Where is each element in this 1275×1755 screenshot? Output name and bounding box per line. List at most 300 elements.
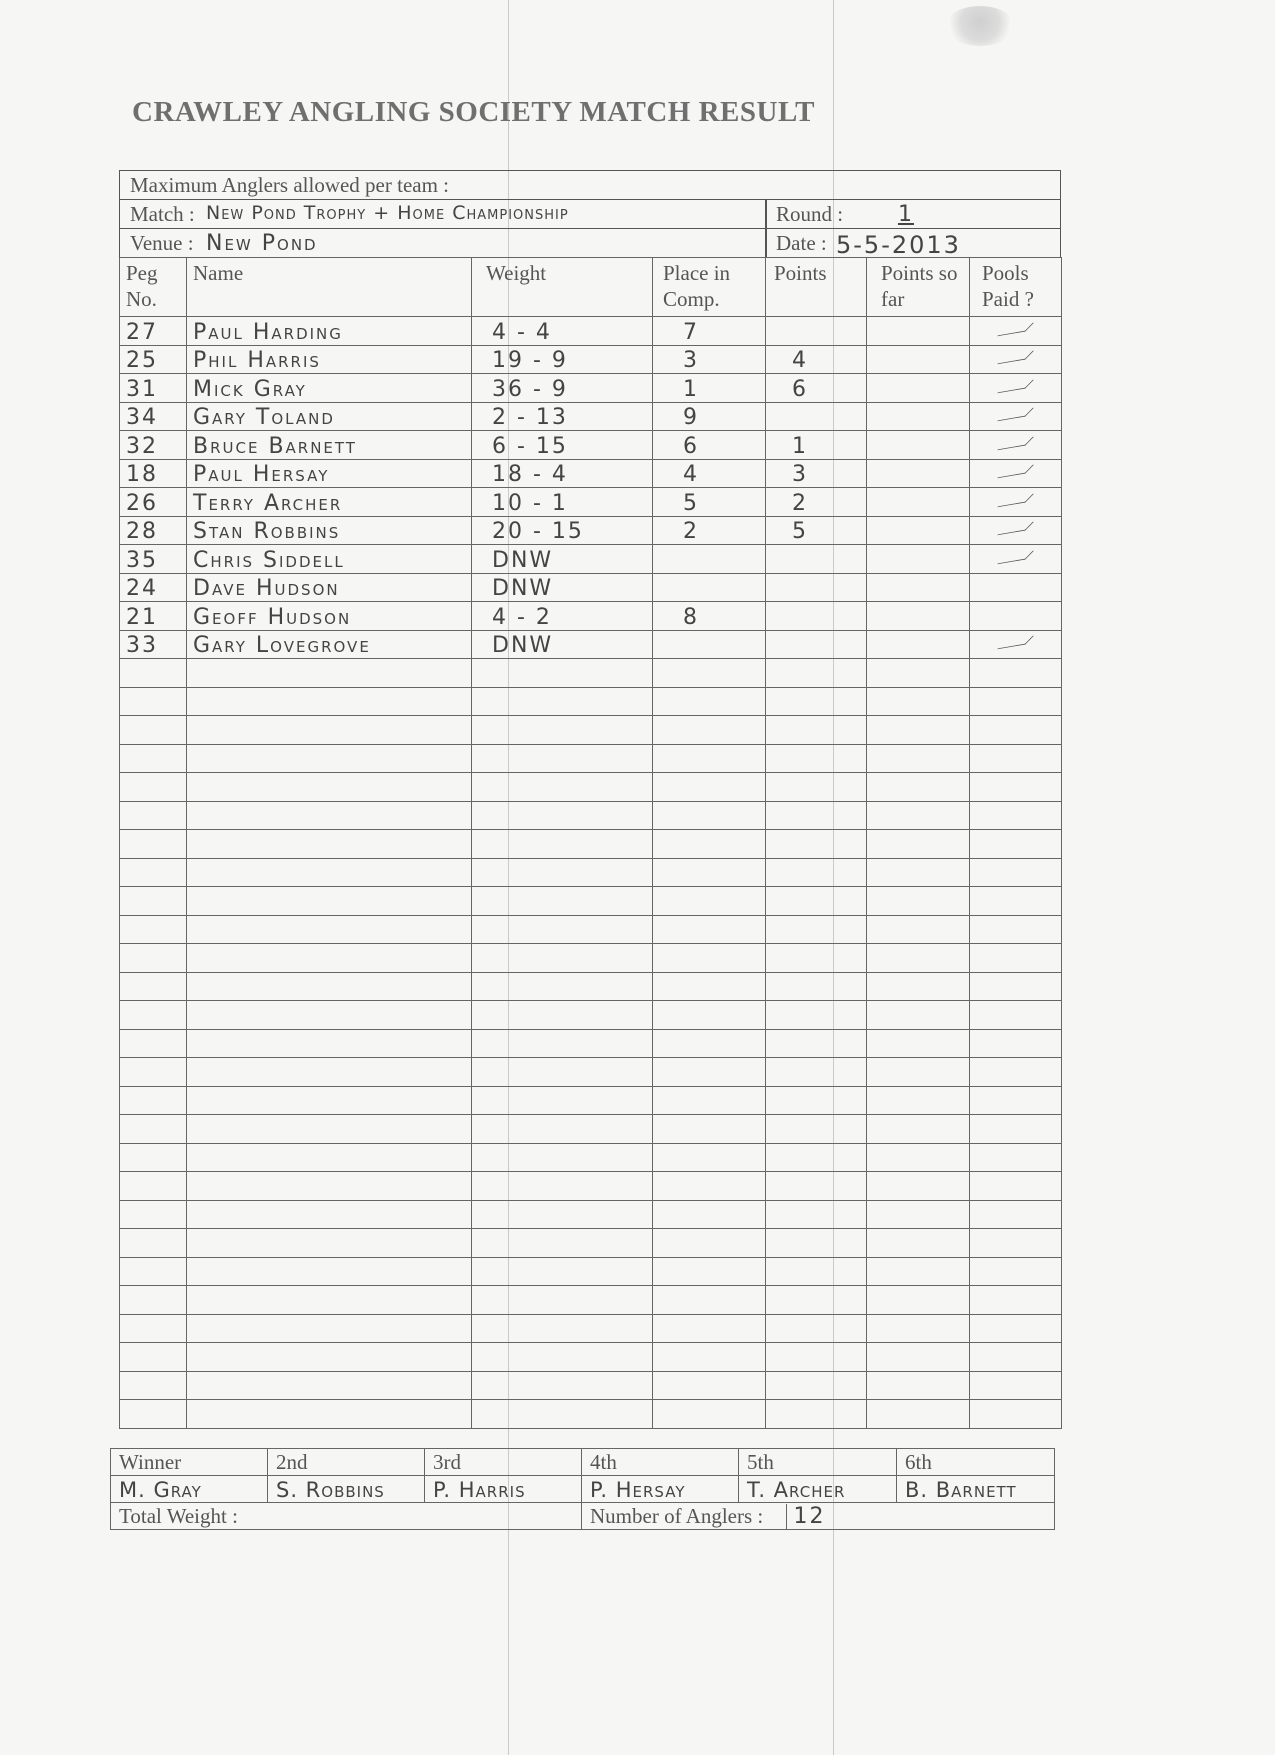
empty-row	[120, 687, 1062, 716]
empty-row	[120, 1314, 1062, 1343]
empty-cell	[472, 687, 653, 716]
cell-name: Terry Archer	[187, 488, 472, 517]
empty-cell	[970, 773, 1062, 802]
empty-cell	[766, 1143, 867, 1172]
empty-cell	[653, 1371, 766, 1400]
checkmark-icon	[997, 636, 1034, 650]
cell-points	[766, 545, 867, 574]
cell-place: 9	[653, 402, 766, 431]
date-value: 5-5-2013	[836, 231, 961, 259]
empty-cell	[653, 1229, 766, 1258]
empty-cell	[120, 1172, 187, 1201]
empty-cell	[120, 659, 187, 688]
round-label: Round :	[776, 202, 844, 226]
empty-cell	[867, 915, 970, 944]
empty-cell	[653, 1286, 766, 1315]
empty-cell	[653, 915, 766, 944]
cell-peg: 18	[120, 459, 187, 488]
cell-pools-paid	[970, 602, 1062, 631]
empty-cell	[187, 1200, 472, 1229]
empty-cell	[867, 1286, 970, 1315]
empty-cell	[653, 887, 766, 916]
cell-place	[653, 630, 766, 659]
checkmark-icon	[997, 550, 1034, 564]
empty-cell	[120, 1343, 187, 1372]
cell-name: Stan Robbins	[187, 516, 472, 545]
col-points-so-far-header: Points so far	[867, 258, 970, 317]
empty-cell	[970, 1029, 1062, 1058]
venue-value: New Pond	[206, 231, 318, 256]
empty-cell	[120, 687, 187, 716]
cell-place: 4	[653, 459, 766, 488]
sixth-value: B. Barnett	[897, 1476, 1055, 1503]
empty-cell	[472, 1200, 653, 1229]
empty-cell	[653, 1172, 766, 1201]
cell-place	[653, 545, 766, 574]
empty-cell	[472, 1257, 653, 1286]
empty-cell	[187, 1286, 472, 1315]
empty-cell	[766, 830, 867, 859]
empty-row	[120, 1257, 1062, 1286]
empty-cell	[472, 1001, 653, 1030]
cell-pools-paid	[970, 317, 1062, 346]
cell-name: Bruce Barnett	[187, 431, 472, 460]
table-row	[120, 317, 1062, 346]
cell-place: 5	[653, 488, 766, 517]
table-row	[120, 516, 1062, 545]
empty-cell	[867, 1371, 970, 1400]
checkmark-icon	[997, 465, 1034, 479]
table-row	[120, 602, 1062, 631]
empty-cell	[766, 744, 867, 773]
empty-cell	[970, 1229, 1062, 1258]
cell-pools-paid	[970, 402, 1062, 431]
empty-cell	[472, 1314, 653, 1343]
page-title: CRAWLEY ANGLING SOCIETY MATCH RESULT	[132, 96, 815, 128]
max-anglers-label: Maximum Anglers allowed per team :	[130, 173, 450, 197]
empty-cell	[187, 972, 472, 1001]
fourth-value: P. Hersay	[582, 1476, 739, 1503]
empty-cell	[120, 744, 187, 773]
empty-cell	[970, 858, 1062, 887]
empty-cell	[970, 1058, 1062, 1087]
empty-cell	[653, 801, 766, 830]
empty-row	[120, 858, 1062, 887]
empty-cell	[120, 858, 187, 887]
empty-cell	[970, 915, 1062, 944]
empty-row	[120, 830, 1062, 859]
cell-points-so-far	[867, 488, 970, 517]
empty-cell	[970, 1172, 1062, 1201]
empty-cell	[867, 716, 970, 745]
empty-cell	[867, 1257, 970, 1286]
cell-weight: 19 - 9	[472, 345, 653, 374]
col-points-header: Points	[766, 258, 867, 317]
cell-name: Gary Lovegrove	[187, 630, 472, 659]
cell-pools-paid	[970, 345, 1062, 374]
empty-cell	[120, 1143, 187, 1172]
cell-points-so-far	[867, 630, 970, 659]
cell-peg: 31	[120, 374, 187, 403]
empty-cell	[766, 1086, 867, 1115]
empty-cell	[120, 1314, 187, 1343]
empty-cell	[120, 1200, 187, 1229]
table-row	[120, 459, 1062, 488]
cell-pools-paid	[970, 573, 1062, 602]
empty-cell	[653, 830, 766, 859]
empty-cell	[867, 1229, 970, 1258]
total-weight-cell	[111, 1503, 582, 1530]
cell-points-so-far	[867, 602, 970, 631]
cell-points-so-far	[867, 459, 970, 488]
num-anglers-cell	[582, 1503, 1055, 1530]
cell-pools-paid	[970, 431, 1062, 460]
cell-points	[766, 602, 867, 631]
empty-cell	[472, 1286, 653, 1315]
divider	[765, 229, 767, 257]
cell-points	[766, 402, 867, 431]
empty-cell	[867, 1001, 970, 1030]
empty-row	[120, 1229, 1062, 1258]
empty-row	[120, 1400, 1062, 1429]
cell-pools-paid	[970, 459, 1062, 488]
empty-cell	[867, 1115, 970, 1144]
cell-weight: 10 - 1	[472, 488, 653, 517]
empty-cell	[187, 1115, 472, 1144]
sixth-label: 6th	[897, 1449, 1055, 1476]
empty-cell	[766, 1343, 867, 1372]
fifth-label: 5th	[739, 1449, 897, 1476]
col-peg-header: Peg No.	[120, 258, 187, 317]
cell-peg: 24	[120, 573, 187, 602]
empty-cell	[653, 1058, 766, 1087]
cell-pools-paid	[970, 374, 1062, 403]
empty-cell	[766, 887, 867, 916]
match-label: Match :	[130, 202, 195, 226]
checkmark-icon	[997, 322, 1034, 336]
empty-cell	[472, 915, 653, 944]
empty-row	[120, 744, 1062, 773]
empty-row	[120, 716, 1062, 745]
empty-cell	[970, 972, 1062, 1001]
empty-cell	[187, 801, 472, 830]
empty-row	[120, 1001, 1062, 1030]
cell-name: Geoff Hudson	[187, 602, 472, 631]
empty-cell	[970, 1115, 1062, 1144]
cell-points: 5	[766, 516, 867, 545]
table-row	[120, 345, 1062, 374]
empty-cell	[653, 1001, 766, 1030]
cell-weight: DNW	[472, 573, 653, 602]
empty-cell	[187, 1229, 472, 1258]
empty-cell	[867, 659, 970, 688]
empty-cell	[120, 1400, 187, 1429]
empty-cell	[472, 1115, 653, 1144]
checkmark-icon	[997, 351, 1034, 365]
checkmark-icon	[997, 379, 1034, 393]
venue-label: Venue :	[130, 231, 194, 255]
cell-peg: 28	[120, 516, 187, 545]
empty-cell	[766, 1400, 867, 1429]
empty-cell	[970, 1257, 1062, 1286]
empty-cell	[867, 1029, 970, 1058]
empty-cell	[472, 716, 653, 745]
cell-weight: 20 - 15	[472, 516, 653, 545]
empty-cell	[120, 1229, 187, 1258]
empty-row	[120, 1086, 1062, 1115]
cell-pools-paid	[970, 488, 1062, 517]
empty-cell	[867, 801, 970, 830]
cell-peg: 35	[120, 545, 187, 574]
cell-points-so-far	[867, 545, 970, 574]
empty-cell	[187, 1086, 472, 1115]
cell-name: Mick Gray	[187, 374, 472, 403]
empty-cell	[472, 801, 653, 830]
empty-cell	[120, 1001, 187, 1030]
empty-cell	[187, 944, 472, 973]
empty-cell	[766, 972, 867, 1001]
empty-cell	[766, 801, 867, 830]
empty-cell	[472, 659, 653, 688]
second-value: S. Robbins	[268, 1476, 425, 1503]
num-anglers-label: Number of Anglers :	[590, 1504, 764, 1528]
empty-cell	[472, 972, 653, 1001]
empty-cell	[766, 858, 867, 887]
empty-cell	[867, 1172, 970, 1201]
empty-cell	[653, 716, 766, 745]
cell-place: 7	[653, 317, 766, 346]
cell-pools-paid	[970, 516, 1062, 545]
empty-row	[120, 1058, 1062, 1087]
col-place-header: Place in Comp.	[653, 258, 766, 317]
empty-cell	[187, 1172, 472, 1201]
cell-points-so-far	[867, 573, 970, 602]
winner-value: M. Gray	[111, 1476, 268, 1503]
empty-row	[120, 1343, 1062, 1372]
winner-label: Winner	[111, 1449, 268, 1476]
match-result-sheet	[119, 170, 1061, 1429]
empty-row	[120, 1115, 1062, 1144]
empty-row	[120, 1172, 1062, 1201]
empty-cell	[970, 1086, 1062, 1115]
max-anglers-row	[119, 170, 1061, 199]
total-weight-label: Total Weight :	[119, 1504, 238, 1528]
table-row	[120, 573, 1062, 602]
empty-cell	[120, 716, 187, 745]
empty-cell	[867, 830, 970, 859]
checkmark-icon	[997, 436, 1034, 450]
cell-name: Dave Hudson	[187, 573, 472, 602]
cell-name: Phil Harris	[187, 345, 472, 374]
empty-cell	[653, 1086, 766, 1115]
empty-cell	[120, 1086, 187, 1115]
empty-cell	[120, 801, 187, 830]
empty-cell	[766, 1029, 867, 1058]
table-row	[120, 431, 1062, 460]
empty-cell	[766, 944, 867, 973]
empty-cell	[472, 1172, 653, 1201]
empty-cell	[970, 659, 1062, 688]
empty-cell	[867, 887, 970, 916]
num-anglers-value: 12	[786, 1504, 825, 1529]
empty-cell	[472, 744, 653, 773]
empty-row	[120, 1029, 1062, 1058]
empty-cell	[187, 1058, 472, 1087]
empty-cell	[653, 1143, 766, 1172]
cell-points: 4	[766, 345, 867, 374]
empty-cell	[187, 887, 472, 916]
empty-cell	[472, 1086, 653, 1115]
empty-cell	[653, 744, 766, 773]
cell-weight: 4 - 2	[472, 602, 653, 631]
empty-cell	[970, 1001, 1062, 1030]
empty-cell	[472, 944, 653, 973]
empty-cell	[120, 1058, 187, 1087]
empty-cell	[120, 915, 187, 944]
empty-row	[120, 972, 1062, 1001]
empty-cell	[653, 687, 766, 716]
empty-cell	[187, 687, 472, 716]
cell-place: 8	[653, 602, 766, 631]
divider	[765, 200, 767, 228]
empty-cell	[653, 773, 766, 802]
empty-cell	[187, 1343, 472, 1372]
empty-cell	[653, 1400, 766, 1429]
placings-summary	[110, 1448, 1055, 1530]
cell-peg: 26	[120, 488, 187, 517]
empty-cell	[867, 1086, 970, 1115]
cell-weight: 2 - 13	[472, 402, 653, 431]
empty-cell	[472, 1229, 653, 1258]
empty-cell	[970, 801, 1062, 830]
empty-cell	[867, 744, 970, 773]
cell-peg: 34	[120, 402, 187, 431]
empty-cell	[970, 830, 1062, 859]
empty-cell	[867, 1058, 970, 1087]
cell-peg: 21	[120, 602, 187, 631]
empty-cell	[970, 1200, 1062, 1229]
empty-row	[120, 1200, 1062, 1229]
empty-cell	[766, 1172, 867, 1201]
cell-place: 2	[653, 516, 766, 545]
empty-cell	[653, 1314, 766, 1343]
empty-cell	[653, 1343, 766, 1372]
empty-cell	[472, 1029, 653, 1058]
empty-cell	[970, 1286, 1062, 1315]
empty-cell	[187, 1371, 472, 1400]
col-weight-header: Weight	[472, 258, 653, 317]
cell-name: Paul Hersay	[187, 459, 472, 488]
col-name-header: Name	[187, 258, 472, 317]
empty-cell	[766, 1371, 867, 1400]
cell-weight: DNW	[472, 630, 653, 659]
empty-cell	[187, 1143, 472, 1172]
cell-weight: 36 - 9	[472, 374, 653, 403]
cell-weight: 4 - 4	[472, 317, 653, 346]
empty-cell	[187, 659, 472, 688]
empty-cell	[472, 830, 653, 859]
empty-cell	[187, 1314, 472, 1343]
third-label: 3rd	[425, 1449, 582, 1476]
empty-cell	[120, 1286, 187, 1315]
cell-place: 6	[653, 431, 766, 460]
cell-weight: DNW	[472, 545, 653, 574]
empty-cell	[766, 716, 867, 745]
empty-cell	[187, 858, 472, 887]
cell-points-so-far	[867, 431, 970, 460]
empty-row	[120, 944, 1062, 973]
empty-cell	[120, 1115, 187, 1144]
table-row	[120, 545, 1062, 574]
empty-cell	[766, 1257, 867, 1286]
empty-cell	[867, 1314, 970, 1343]
empty-cell	[653, 1257, 766, 1286]
empty-cell	[120, 944, 187, 973]
empty-cell	[472, 1371, 653, 1400]
empty-cell	[766, 1115, 867, 1144]
empty-cell	[120, 830, 187, 859]
empty-cell	[867, 858, 970, 887]
empty-cell	[653, 972, 766, 1001]
empty-cell	[120, 773, 187, 802]
date-label: Date :	[776, 231, 827, 255]
empty-cell	[187, 1029, 472, 1058]
cell-points: 6	[766, 374, 867, 403]
empty-cell	[472, 1343, 653, 1372]
empty-cell	[867, 687, 970, 716]
empty-cell	[766, 1200, 867, 1229]
empty-cell	[766, 659, 867, 688]
venue-row	[119, 228, 1061, 257]
empty-cell	[970, 887, 1062, 916]
empty-cell	[766, 1286, 867, 1315]
cell-name: Gary Toland	[187, 402, 472, 431]
empty-cell	[867, 1400, 970, 1429]
table-row	[120, 402, 1062, 431]
cell-place: 1	[653, 374, 766, 403]
empty-cell	[120, 887, 187, 916]
cell-points: 2	[766, 488, 867, 517]
cell-pools-paid	[970, 545, 1062, 574]
empty-cell	[120, 1257, 187, 1286]
empty-cell	[187, 716, 472, 745]
third-value: P. Harris	[425, 1476, 582, 1503]
coffee-stain	[945, 6, 1015, 46]
empty-cell	[472, 1400, 653, 1429]
empty-cell	[187, 1257, 472, 1286]
empty-cell	[867, 773, 970, 802]
cell-place: 3	[653, 345, 766, 374]
empty-cell	[766, 1229, 867, 1258]
cell-peg: 32	[120, 431, 187, 460]
cell-name: Chris Siddell	[187, 545, 472, 574]
results-table	[119, 257, 1062, 1429]
checkmark-icon	[997, 522, 1034, 536]
cell-points	[766, 317, 867, 346]
empty-cell	[120, 1029, 187, 1058]
empty-cell	[766, 773, 867, 802]
match-value: New Pond Trophy + Home Championship	[206, 202, 569, 224]
empty-cell	[187, 773, 472, 802]
empty-row	[120, 915, 1062, 944]
fifth-value: T. Archer	[739, 1476, 897, 1503]
second-label: 2nd	[268, 1449, 425, 1476]
empty-cell	[867, 1143, 970, 1172]
cell-peg: 33	[120, 630, 187, 659]
empty-cell	[766, 915, 867, 944]
empty-cell	[970, 1343, 1062, 1372]
empty-cell	[472, 1143, 653, 1172]
